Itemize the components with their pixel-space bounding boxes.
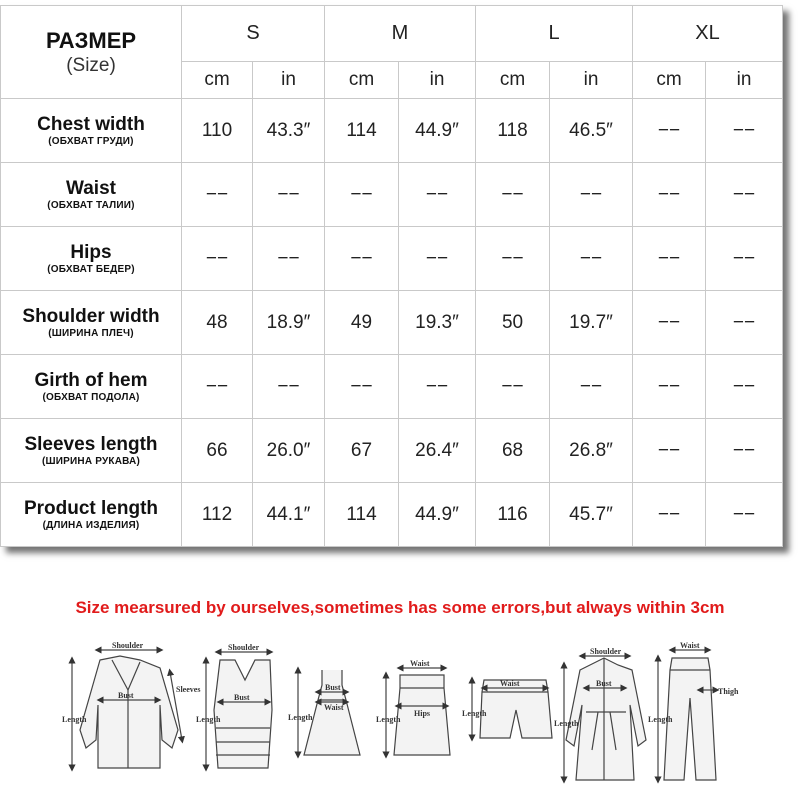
size-header-row (1, 6, 783, 62)
table-cell: 44.9″ (399, 483, 476, 547)
row-label-cell (1, 291, 182, 355)
table-cell: −− (182, 163, 253, 227)
table-cell: −− (550, 227, 633, 291)
unit-in: in (550, 62, 633, 99)
unit-in: in (253, 62, 325, 99)
row-label-ru: (ОБХВАТ ТАЛИИ) (47, 199, 135, 211)
row-label: Chest width (37, 113, 145, 135)
waist-label: Waist (500, 679, 520, 688)
table-cell: 19.7″ (550, 291, 633, 355)
bust-label: Bust (325, 683, 341, 692)
table-cell: −− (633, 99, 706, 163)
table-cell: −− (706, 291, 783, 355)
table-row (1, 419, 783, 483)
length-label: Length (288, 713, 313, 722)
table-cell: 44.1″ (253, 483, 325, 547)
table-cell: −− (325, 163, 399, 227)
row-label-cell (1, 419, 182, 483)
table-row (1, 163, 783, 227)
unit-cm: cm (476, 62, 550, 99)
row-label-cell (1, 227, 182, 291)
table-cell: 116 (476, 483, 550, 547)
table-cell: −− (182, 355, 253, 419)
size-xl-header: XL (633, 6, 783, 62)
table-cell: −− (325, 227, 399, 291)
hips-label: Hips (414, 709, 431, 718)
table-row (1, 227, 783, 291)
row-label: Sleeves length (24, 433, 158, 455)
table-cell: 48 (182, 291, 253, 355)
thigh-label: Thigh (718, 687, 739, 696)
table-cell: −− (706, 163, 783, 227)
table-cell: −− (325, 355, 399, 419)
table-cell: −− (476, 355, 550, 419)
unit-cm: cm (325, 62, 399, 99)
table-cell: −− (633, 419, 706, 483)
table-cell: −− (706, 99, 783, 163)
row-label-ru: (ДЛИНА ИЗДЕЛИЯ) (42, 519, 140, 531)
size-corner-cell (1, 6, 182, 99)
table-cell: −− (182, 227, 253, 291)
table-cell: 44.9″ (399, 99, 476, 163)
size-subtitle: (Size) (66, 54, 116, 76)
length-label: Length (62, 715, 87, 724)
table-cell: 68 (476, 419, 550, 483)
row-label-cell (1, 163, 182, 227)
table-cell: −− (253, 355, 325, 419)
table-cell: −− (633, 483, 706, 547)
table-cell: −− (253, 227, 325, 291)
row-label-ru: (ОБХВАТ БЕДЕР) (47, 263, 135, 275)
unit-cm: cm (182, 62, 253, 99)
table-cell: 26.0″ (253, 419, 325, 483)
table-cell: 112 (182, 483, 253, 547)
table-cell: −− (706, 419, 783, 483)
table-cell: 114 (325, 99, 399, 163)
table-cell: 26.8″ (550, 419, 633, 483)
row-label-ru: (ОБХВАТ ГРУДИ) (48, 135, 134, 147)
table-cell: −− (633, 291, 706, 355)
table-cell: 114 (325, 483, 399, 547)
size-title: РАЗМЕР (45, 27, 137, 53)
length-label: Length (554, 719, 579, 728)
table-row (1, 355, 783, 419)
table-cell: −− (550, 355, 633, 419)
table-row (1, 99, 783, 163)
shoulder-label: Shoulder (590, 647, 622, 656)
table-cell: 18.9″ (253, 291, 325, 355)
table-cell: −− (550, 163, 633, 227)
table-cell: −− (476, 163, 550, 227)
table-cell: 110 (182, 99, 253, 163)
table-cell: 45.7″ (550, 483, 633, 547)
coat-diagram (564, 656, 646, 780)
row-label-ru: (ШИРИНА РУКАВА) (41, 455, 140, 467)
row-label: Girth of hem (34, 369, 148, 391)
row-label: Hips (70, 241, 112, 263)
row-label: Waist (66, 177, 116, 199)
waist-label: Waist (324, 703, 344, 712)
measurement-note: Size mearsured by ourselves,sometimes has some errors,but always within 3cm (75, 598, 725, 617)
table-cell: −− (476, 227, 550, 291)
table-cell: −− (399, 227, 476, 291)
table-cell: 46.5″ (550, 99, 633, 163)
table-row (1, 483, 783, 547)
table-cell: −− (706, 227, 783, 291)
table-cell: −− (399, 163, 476, 227)
table-cell: 50 (476, 291, 550, 355)
size-s-header: S (182, 6, 325, 62)
row-label-cell (1, 355, 182, 419)
vest-diagram (206, 652, 272, 768)
row-label-cell (1, 99, 182, 163)
shoulder-label: Shoulder (228, 643, 260, 652)
unit-in: in (706, 62, 783, 99)
table-cell: 66 (182, 419, 253, 483)
garment-diagrams-svg (0, 630, 800, 795)
row-label-ru: (ШИРИНА ПЛЕЧ) (48, 327, 134, 339)
table-row (1, 291, 783, 355)
table-cell: −− (633, 227, 706, 291)
table-cell: 67 (325, 419, 399, 483)
length-label: Length (196, 715, 221, 724)
bust-label: Bust (118, 691, 134, 700)
unit-in: in (399, 62, 476, 99)
row-label: Shoulder width (22, 305, 160, 327)
waist-label: Waist (410, 659, 430, 668)
row-label: Product length (23, 497, 159, 519)
table-cell: 49 (325, 291, 399, 355)
bust-label: Bust (234, 693, 250, 702)
garment-diagrams (0, 630, 800, 795)
row-label-ru: (ОБХВАТ ПОДОЛА) (42, 391, 140, 403)
table-cell: −− (706, 483, 783, 547)
size-m-header: M (325, 6, 476, 62)
sleeves-label: Sleeves (176, 685, 201, 694)
table-cell: 19.3″ (399, 291, 476, 355)
length-label: Length (462, 709, 487, 718)
table-cell: −− (253, 163, 325, 227)
size-l-header: L (476, 6, 633, 62)
bust-label: Bust (596, 679, 612, 688)
unit-cm: cm (633, 62, 706, 99)
table-cell: −− (633, 355, 706, 419)
table-cell: −− (706, 355, 783, 419)
size-table (0, 5, 783, 547)
length-label: Length (376, 715, 401, 724)
length-label: Length (648, 715, 673, 724)
table-cell: 26.4″ (399, 419, 476, 483)
blouse-diagram (72, 650, 182, 768)
waist-label: Waist (680, 641, 700, 650)
table-cell: −− (633, 163, 706, 227)
row-label-cell (1, 483, 182, 547)
table-cell: 43.3″ (253, 99, 325, 163)
table-cell: −− (399, 355, 476, 419)
table-cell: 118 (476, 99, 550, 163)
shoulder-label: Shoulder (112, 641, 144, 650)
